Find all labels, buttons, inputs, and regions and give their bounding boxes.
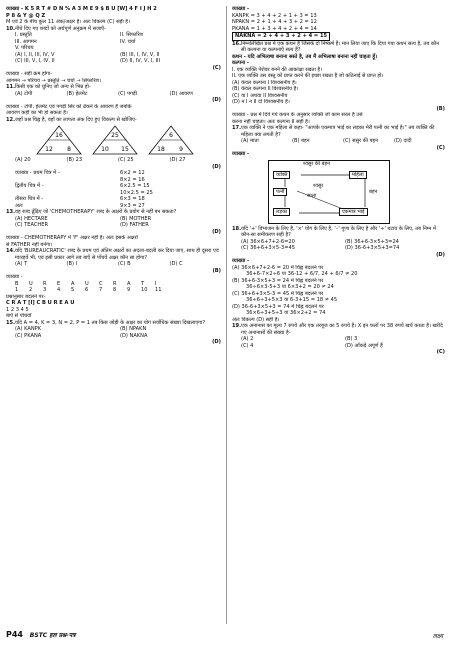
- q15-option-d: (D) NAKNA: [120, 332, 148, 339]
- number: 9: [127, 287, 131, 293]
- calc-value: 10×2.5 = 25: [120, 189, 153, 196]
- q18-expl-label: व्याख्या -: [232, 258, 250, 264]
- tri3-left: 18: [157, 146, 165, 153]
- tri2-left: 10: [101, 146, 109, 153]
- q14-answer: (B): [212, 267, 221, 274]
- letter: U: [29, 280, 33, 287]
- q16-assumption: I. एक व्यक्ति पेशेवर बनने की आकांक्षा रखता है।: [232, 66, 323, 73]
- node-son: लड़का: [273, 208, 290, 217]
- expl15-line: PKANA = 1 + 3 + 4 + 2 + 4 = 14: [232, 25, 317, 32]
- q10-option-b: (B) III, I, IV, V, II: [120, 51, 160, 58]
- q12-option-c: (C) 25: [118, 157, 134, 163]
- letter: B: [15, 280, 19, 287]
- q16-answer: (B): [436, 105, 445, 112]
- calc-label: तीसरा चित्र में -: [15, 196, 44, 202]
- letter: A: [71, 280, 75, 287]
- q10-explanation: व्याख्या - सही क्रम होगा-: [6, 71, 53, 77]
- q10-options: [6, 52, 221, 65]
- calc-value: 6×2 = 12: [120, 170, 145, 176]
- number: 3: [43, 287, 47, 293]
- q14-after: प्रश्नानुसार बदलने पर-: [6, 293, 46, 300]
- q12-option-d: (D) 27: [169, 157, 186, 163]
- q17-option-b: (B) बहन: [292, 138, 310, 144]
- q11-explanation: आवरण कहीं का भी हो सकता है।: [6, 110, 68, 116]
- q14-option-b: (B) I: [66, 261, 78, 267]
- q18-options: [232, 239, 445, 252]
- q18-option-b: (B) 36+6-3×5+3=24: [345, 238, 399, 245]
- q19-number: 19.: [232, 323, 242, 329]
- q18-step: अतः विकल्प (D) सही है।: [232, 316, 280, 323]
- q16-option-a: (A) केवल कल्पना I विश्वसनीय है।: [232, 79, 297, 86]
- q18-step: 36÷6÷3+5×3 या 6-3+15 = 18 ≠ 45: [246, 297, 338, 303]
- node-brother: एकमात्र भाई: [339, 208, 368, 217]
- q10-number: 10.: [6, 25, 16, 32]
- q17-options: [232, 138, 445, 145]
- q16-option-d: (D) न I न II दो विश्वसनीय है।: [232, 99, 290, 105]
- q13-option-b: (B) MOTHER: [120, 215, 152, 222]
- q13-text: वह शब्द ढूँढ़िए जो 'CHEMOTHERAPY' शब्द के अक्षरों के प्रयोग से नहीं बन सकता?: [15, 209, 177, 215]
- q11-number: 11.: [6, 84, 16, 90]
- q18-step: (B) 36+6-3×5+3 = 24 में चिह्न बदलने पर: [232, 277, 324, 284]
- q13-option-d: (D) FATHER: [120, 222, 149, 228]
- q11-options: [6, 91, 221, 98]
- q11-option-b: (B) हेलमेट: [66, 90, 88, 97]
- question-18: [232, 226, 445, 239]
- q16-explanation: व्याख्या - प्रश्न में दिये गये कथन के अनुसार व्यक्ति जो काम सरल है उसे: [232, 112, 363, 118]
- q18-step: 36×6÷3+5÷3 या 36×2+2 = 74: [246, 310, 326, 316]
- calc-label: व्याख्या - प्रथम चित्र में -: [15, 170, 60, 176]
- q13-number: 13.: [6, 209, 16, 215]
- q14-after: बाएँ से पाँचवाँ: [6, 313, 32, 319]
- q16-statement: कथन - यदि अभिलाषा बनाना सस्ते है, तब मैं अभिलाषा बनाना नहीं चाहता हूँ।: [232, 53, 377, 60]
- letter: C: [99, 280, 103, 287]
- q10-word: II. सिफारिश: [120, 32, 144, 38]
- q13-explanation: व्याख्या - CHEMOTHERAPY में 'F' अक्षर नहीं है। अतः इसके अक्षरों: [6, 235, 138, 241]
- q11-answer: (D): [212, 97, 221, 103]
- q14-expl-label: व्याख्या -: [6, 274, 23, 280]
- letter: I: [155, 280, 157, 287]
- q19-options: [232, 336, 445, 349]
- q12-number: 12.: [6, 116, 16, 123]
- q17-expl-label: व्याख्या -: [232, 151, 250, 157]
- q17-number: 17.: [232, 125, 242, 131]
- label-sister: बहन: [369, 188, 378, 195]
- q12-triangles: [6, 125, 221, 155]
- q16-explanation: करना नहीं चाहता। अतः कल्पना II सही है।: [232, 118, 310, 125]
- q18-option-c: (C) 36+6+3×5-3=45: [241, 245, 295, 251]
- node-man: व्यक्ति: [273, 171, 290, 180]
- q19-option-b: (B) 3: [345, 336, 358, 342]
- q11-explanation: व्याख्या - टोपी, हेलमेट एवं पगड़ी सिर को ढँकने के आवरण हैं जबकि: [6, 103, 132, 110]
- tri1-top: 16: [55, 132, 63, 139]
- q19-option-d: (D) आँकड़े अपूर्ण हैं: [345, 342, 383, 349]
- q18-step: (D) 36-6+3×5+3 = 74 में चिह्न बदलने पर: [232, 303, 324, 310]
- footer-brand: लक्ष्य: [432, 633, 443, 640]
- expl15-line: NPAKN = 2 + 1 + 4 + 3 + 2 = 12: [232, 19, 317, 25]
- q10-explanation: आगमन → परिचय → प्रस्तुति → चर्चा → सिफारिश।: [6, 77, 102, 84]
- q12-option-a: (A) 20: [15, 157, 31, 163]
- q14-option-d: (D) C: [169, 261, 183, 267]
- q10-word: V. परिचय: [15, 45, 34, 51]
- letter: T: [141, 280, 145, 287]
- q13-explanation: से FATHER नहीं बनेगा।: [6, 241, 53, 248]
- q16-assume-label: कल्पना -: [232, 60, 250, 66]
- number: 1: [15, 287, 19, 293]
- q14-after: C R A T [I] C B U R E A U: [6, 300, 75, 306]
- calc-value: 8×2 = 16: [120, 176, 145, 183]
- q17-text: एक व्यक्ति ने एक महिला से कहा- "आपके एकमात्र भाई का लड़का मेरी पत्नी का भाई है।" तब व्यक्ति की महिला क्या लगती है?: [241, 125, 435, 138]
- q10-word: III. आगमन: [15, 38, 37, 45]
- pre-line-2: P 8 & Y @ Q Z: [6, 12, 46, 19]
- tri3-top: 6: [169, 132, 173, 139]
- book-title: BSTC हल प्रश्न-पत्र: [29, 632, 76, 639]
- letter: E: [57, 280, 61, 287]
- q19-answer: (C): [436, 349, 445, 355]
- q18-step: 36÷6×3-5+3 या 6×3+2 = 20 ≠ 24: [246, 284, 334, 290]
- q15-options: [6, 326, 221, 339]
- expl15-line: KANPK = 3 + 4 + 2 + 1 + 3 = 13: [232, 12, 317, 19]
- number: 4: [57, 287, 61, 293]
- letter: A: [127, 280, 131, 287]
- q19-text: एक अनानास का मूल्य 7 रुपये और एक तरबूज का 5 रुपये है। X इन फलों पर 38 रुपये खर्च करता है। खरीदे गए अनानासों की संख्या है-: [241, 323, 443, 336]
- question-14: [6, 248, 221, 261]
- number: 6: [85, 287, 89, 293]
- q16-option-b: (B) केवल कल्पना II विश्वसनीय है।: [232, 86, 299, 92]
- q18-step: 36+6-7×2÷6 या 36-12 + 6/7, 24 + 6/7 ≠ 20: [246, 271, 358, 277]
- q14-after: 1 2 3 4 5: [6, 306, 29, 313]
- node-woman: महिला: [349, 171, 367, 180]
- letter: R: [43, 280, 47, 287]
- q17-option-c: (C) ससुर की बहन: [343, 138, 379, 144]
- q10-word: IV. चर्चा: [120, 38, 136, 45]
- q18-option-a: (A) 36×6+7+2-6=20: [241, 238, 295, 245]
- q12-options: [6, 157, 221, 164]
- expl15-label: व्याख्या -: [232, 6, 250, 12]
- q16-assumption: II. एक व्यक्ति उस वस्तु को प्राप्त करने की इच्छा रखता है जो कठिनाई से प्राप्त हो।: [232, 73, 384, 79]
- number: 2: [29, 287, 33, 293]
- triangle-figure-2: [92, 125, 138, 155]
- q11-option-a: (A) टोपी: [15, 90, 33, 97]
- q14-options: [6, 261, 221, 268]
- triangle-figure-1: [36, 125, 82, 155]
- calc-label: द्वितीय चित्र में -: [15, 183, 44, 189]
- tri3-right: 9: [179, 146, 183, 153]
- label-title: श्वसुर की बहन: [303, 160, 330, 167]
- number: 8: [113, 287, 117, 293]
- q17-answer: (C): [436, 144, 445, 151]
- q18-option-d: (D) 36-6+3×5+3=74: [345, 245, 400, 251]
- right-column: [232, 6, 445, 356]
- q16-text: निम्नलिखित प्रश्न में एक कथन है जिसके दो निष्कर्ष हैं। मान लिया जाए कि दिया गया कथन सत्य है, तब कौन सी कल्पना या कल्पनाएँ सत्य हैं?: [241, 40, 439, 53]
- page-footer: [6, 630, 76, 639]
- number: 7: [99, 287, 103, 293]
- q15-option-c: (C) PKANA: [15, 332, 42, 339]
- triangle-figure-3: [148, 125, 194, 155]
- q14-text: यदि 'BUREAUCRATIC' शब्द के प्रथम एवं अंतिम अक्षरों का अदला-बदली कर दिया जाए, साथ ही दूसरा एवं ग्यारहवें भी, एवं इसी प्रकार आगे तब बाएँ से पाँचवें अक्षर कौन सा होगा?: [15, 248, 219, 261]
- q11-text: किसी एक को चुनिए जो अन्य से भिन्न हो-: [15, 84, 91, 90]
- q18-answer: (D): [436, 251, 445, 258]
- column-divider: [226, 6, 227, 624]
- calc-value: 6×2.5 = 15: [120, 183, 150, 189]
- q15-number: 15.: [6, 319, 16, 326]
- q15-text: यदि A = 4, K = 3, N = 2, P = 1 तब किस जोड़ी के अक्षर का योग सर्वाधिक संख्या दिखलाएगा?: [15, 319, 206, 326]
- q13-answer: (D): [212, 228, 221, 235]
- q10-option-c: (C) III, V, I, IV, II: [15, 58, 55, 64]
- left-column: [6, 6, 221, 346]
- q13-options: [6, 216, 221, 229]
- expl15-result: NAKNA = 2 + 4 + 3 + 2 + 4 = 15: [232, 32, 330, 41]
- q19-option-a: (A) 2: [241, 336, 254, 342]
- page-number: P44: [6, 630, 23, 639]
- q18-step: (C) 36+6+3×5-3 = 45 में चिह्न बदलने पर: [232, 290, 324, 297]
- relation-diagram: [268, 160, 390, 224]
- q17-option-d: (D) दादी: [394, 138, 412, 144]
- calc-value: 6×3 = 18: [120, 196, 145, 202]
- q11-option-c: (C) पगड़ी: [118, 90, 137, 97]
- q18-number: 18.: [232, 225, 242, 232]
- q15-answer: (D): [212, 339, 221, 345]
- calc-label: अतः: [15, 202, 23, 209]
- q19-option-c: (C) 4: [241, 342, 254, 349]
- label-fil: श्वसुर: [313, 182, 324, 189]
- q17-option-a: (A) माता: [241, 138, 259, 144]
- calc-value: 9×3 = 27: [120, 202, 145, 209]
- q10-text: नीचे दिए गए शब्दों को अर्थपूर्ण अनुक्रम में सजाएँ-: [15, 25, 106, 32]
- q10-answer: (C): [212, 64, 221, 71]
- q12-calculation: [6, 170, 221, 209]
- letter: U: [85, 280, 89, 287]
- number: 10: [141, 287, 148, 293]
- q11-option-d: (D) आवरण: [169, 90, 193, 97]
- q14-number: 14.: [6, 248, 16, 254]
- q13-option-c: (C) TEACHER: [15, 222, 49, 228]
- q18-step: (A) 36×6+7+2-6 = 20 में चिह्न बदलने पर: [232, 264, 324, 271]
- q15-option-a: (A) KANPK: [15, 326, 42, 332]
- question-17: [232, 125, 445, 138]
- q10-option-a: (A) I, II, III, IV, V: [15, 51, 55, 58]
- tri2-right: 15: [121, 146, 129, 153]
- q10-words: [6, 32, 221, 52]
- q14-option-a: (A) T: [15, 261, 28, 267]
- label-sala: साला: [307, 192, 317, 199]
- tri1-left: 12: [45, 146, 53, 153]
- tri2-top: 25: [111, 132, 119, 139]
- letter: R: [113, 280, 117, 287]
- q10-word: I. प्रस्तुति: [15, 32, 32, 38]
- question-12: [6, 117, 221, 124]
- number: 5: [71, 287, 75, 293]
- pre-line-3: M एवं 2 के बीच कुल 11 अंक/अक्षर हैं। अतः विकल्प (C) सही है।: [6, 19, 130, 25]
- tri1-right: 8: [67, 146, 71, 153]
- number: 11: [155, 287, 162, 293]
- q16-option-c: (C) या I अथवा II विश्वसनीय: [232, 92, 288, 99]
- q15-option-b: (B) NPAKN: [120, 326, 147, 332]
- q13-option-a: (A) HECTARE: [15, 215, 48, 222]
- q12-text: जहाँ प्रश्न चिह्न है, वहाँ का लापता अंक दिए हुए विकल्प से खोजिए-: [15, 116, 137, 123]
- q12-answer: (D): [212, 163, 221, 170]
- q16-number: 16.: [232, 40, 242, 47]
- question-19: [232, 323, 445, 336]
- node-wife: पत्नी: [273, 188, 287, 197]
- q18-text: यदि '+' विभाजन के लिए है, '×' योग के लिए है, '–' गुणा के लिए है और '÷' घटाव के लिए, तब निम्न में कौन-सा समीकरण सही है?: [241, 225, 436, 238]
- pre-line-1: व्याख्या - K 5 R T # D N % A 3 M E 9 $ B U [W] 4 F I J H 2: [6, 6, 157, 12]
- q14-option-c: (C) B: [118, 261, 131, 267]
- q10-option-d: (D) II, IV, V, I, III: [120, 58, 160, 64]
- question-16: [232, 41, 445, 54]
- q12-option-b: (B) 23: [66, 157, 83, 163]
